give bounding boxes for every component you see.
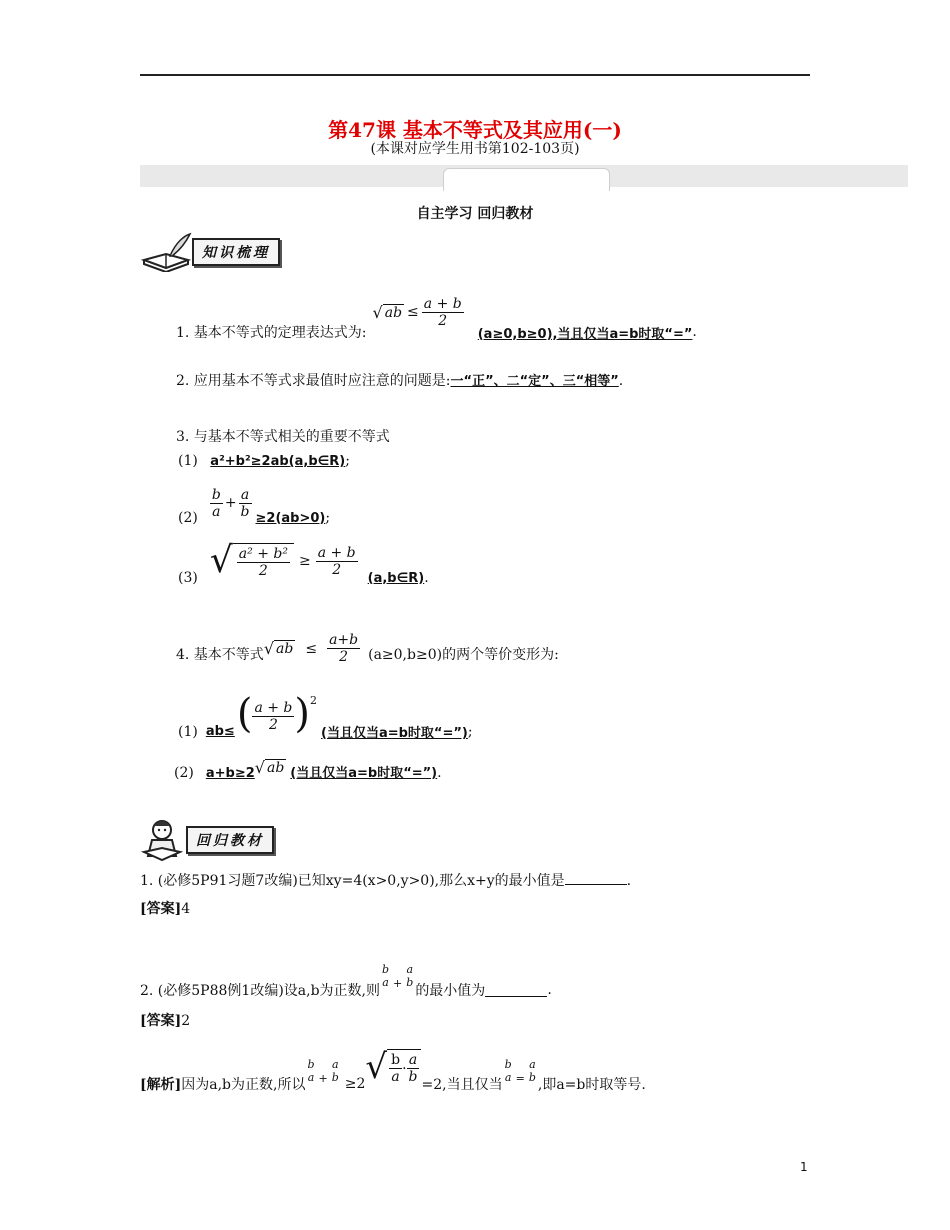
item3-3-suffix: . [424,570,429,586]
item1-prefix: 1. 基本不等式的定理表达式为: [176,325,367,341]
item3-3-den: 2 [258,563,268,579]
item1-den: 2 [438,312,448,329]
item4-2-sqrt: ab [266,760,285,776]
item4-1-num: a + b [254,699,293,716]
q1-answer: 4 [181,901,191,917]
page-number: 1 [800,1160,808,1174]
q2-b-den: b [406,976,414,989]
q2-blank [485,984,547,997]
an-b6: b [528,1071,536,1084]
item4-suffix: (a≥0,b≥0)的两个等价变形为: [368,646,559,663]
analysis-ge2: ≥2 [344,1076,366,1092]
an-a5: a [504,1071,512,1084]
book-quill-icon [140,232,192,272]
an-b4: b [408,1069,418,1085]
item3-3-den2: 2 [332,561,342,578]
item3-2-a-den: a [212,503,221,520]
item4-den: 2 [339,649,349,665]
item2-suffix: . [618,373,624,389]
an-b5: b [504,1058,512,1071]
item4-num: a+b [329,632,359,648]
page-subtitle: (本课对应学生用书第102-103页) [370,141,580,157]
knowledge-badge-label: 知识梳理 [192,238,280,266]
an-a2: a [331,1058,339,1071]
item2-answer: 一“正”、二“定”、三“相等” [450,374,619,389]
item3-3-label: (3) [178,570,198,586]
item4-2-label: (2) [174,765,194,781]
q1-answer-line [140,898,190,918]
q1-text: 1. (必修5P91习题7改编)已知xy=4(x>0,y>0),那么x+y的最小值是 [140,873,565,889]
item3-3-answer: (a,b∈R) [367,570,425,586]
header-rule [140,74,810,76]
q2-suffix-text: 的最小值为 [415,983,486,999]
an-a3: a [391,1069,400,1085]
item4-1-suffix: ; [467,723,473,740]
item3-2-answer: ≥2(ab>0) [255,510,326,526]
analysis-line: [解析] 因为a,b为正数,所以 b a + a b ≥2 √ $\frac{b}{a}$ · $\frac{a}{b}$ =2,当且仅当 b a = a b ,即a=b时取等号. [140,1047,646,1093]
item4-1-answer: (当且仅当a=b时取“=”) [321,726,468,741]
page-title: 第47课 基本不等式及其应用(一) [328,118,622,142]
knowledge-item-3-2 [178,480,330,526]
item3-2-a-num: a [240,486,250,503]
knowledge-item-3-1 [178,453,350,469]
item3-3-num2: a + b [317,544,356,561]
q2-answer: 2 [181,1013,191,1029]
q2-answer-line [140,1010,190,1030]
an-a1: a [307,1071,315,1084]
analysis-label: [解析] [140,1077,182,1093]
q2-a-num: a [406,963,414,976]
item4-le: ≤ [305,640,318,657]
analysis-t3: ,即a=b时取等号. [537,1077,646,1093]
an-plus: + [318,1071,328,1085]
item4-2-suffix: . [437,765,442,781]
q2-plus: + [393,976,403,990]
item3-2-b-num: b [211,486,221,503]
section-heading: 自主学习 回归教材 [416,206,534,222]
an-dot: · [402,1060,407,1077]
item4-sqrt: ab [276,641,294,657]
textbook-badge [140,818,274,862]
item1-num: a + b [423,295,462,312]
item4-1-den: 2 [268,716,278,733]
q1-suffix: . [626,873,632,889]
item4-2-answer: (当且仅当a=b时取“=”) [290,766,438,781]
an-b2: b [331,1071,339,1084]
item3-1-answer: a²+b²≥2ab(a,b∈R) [210,454,346,469]
knowledge-item-4-1: (1) ab≤ ( $\frac{a + b}{2}$ ) 2 (当且仅当a=b时取“=”) ; [178,690,473,741]
an-a4: a [408,1052,418,1068]
item3-2-suffix: ; [325,510,331,526]
textbook-badge-label: 回归教材 [186,826,274,854]
q2-prefix: 2. (必修5P88例1改编)设a,b为正数,则 [140,983,380,999]
item1-le: ≤ [407,304,419,320]
analysis-t1: 因为a,b为正数,所以 [181,1077,306,1093]
q2-answer-label: [答案] [140,1013,182,1029]
knowledge-item-4: 4. 基本不等式 √ ab ≤ $\frac{a+b}{2}$ (a≥0,b≥0)的两个等价变形为: [176,632,559,665]
item3-3-ge: ≥ [298,553,311,569]
item4-1-exp: 2 [310,693,317,707]
item3-2-plus: + [224,495,237,511]
knowledge-item-2 [176,370,623,390]
item1-formula: √ ab ≤ $\frac{a + b}{2}$ [372,295,462,329]
an-eq: = [515,1071,525,1085]
item2-prefix: 2. 应用基本不等式求最值时应注意的问题是: [176,373,451,389]
analysis-t2: =2,当且仅当 [421,1077,503,1093]
an-a6: a [529,1058,536,1071]
header-tab [443,168,610,191]
item3-3-num: a² + b² [238,546,288,562]
reading-student-icon [140,818,186,862]
q1-answer-label: [答案] [140,901,182,917]
an-b1: b [307,1058,315,1071]
an-b3: b [391,1052,401,1068]
knowledge-badge [140,232,280,272]
item3-1-suffix: ; [345,453,350,469]
knowledge-item-1 [176,288,697,342]
textbook-question-2 [140,952,552,1000]
item4-2-apb: a+b≥2 [205,766,255,781]
item1-sqrt: ab [384,304,403,321]
q2-b-num: b [382,963,390,976]
item4-1-label: (1) [178,723,198,740]
item3-2-label: (2) [178,510,198,526]
q2-a-den: a [382,976,389,989]
q2-suffix: . [547,982,552,998]
item3-1-label: (1) [178,453,198,469]
q1-blank [565,872,627,885]
item1-suffix: . [692,324,697,340]
textbook-question-1 [140,870,631,890]
item4-1-ab-le: ab≤ [205,724,235,739]
item4-prefix: 4. 基本不等式 [176,646,264,663]
knowledge-item-3-heading: 3. 与基本不等式相关的重要不等式 [176,429,390,445]
knowledge-item-3-3: (3) √ $\frac{\text{a² + b²}}{2}$ ≥ $\frac{a + b}{2}$ (a,b∈R) . [178,540,429,586]
item3-2-b-den: b [240,503,250,520]
item1-answer: (a≥0,b≥0),当且仅当a=b时取“=” [477,326,693,342]
knowledge-item-4-2: (2) a+b≥2 √ ab (当且仅当a=b时取“=”) . [174,758,442,781]
